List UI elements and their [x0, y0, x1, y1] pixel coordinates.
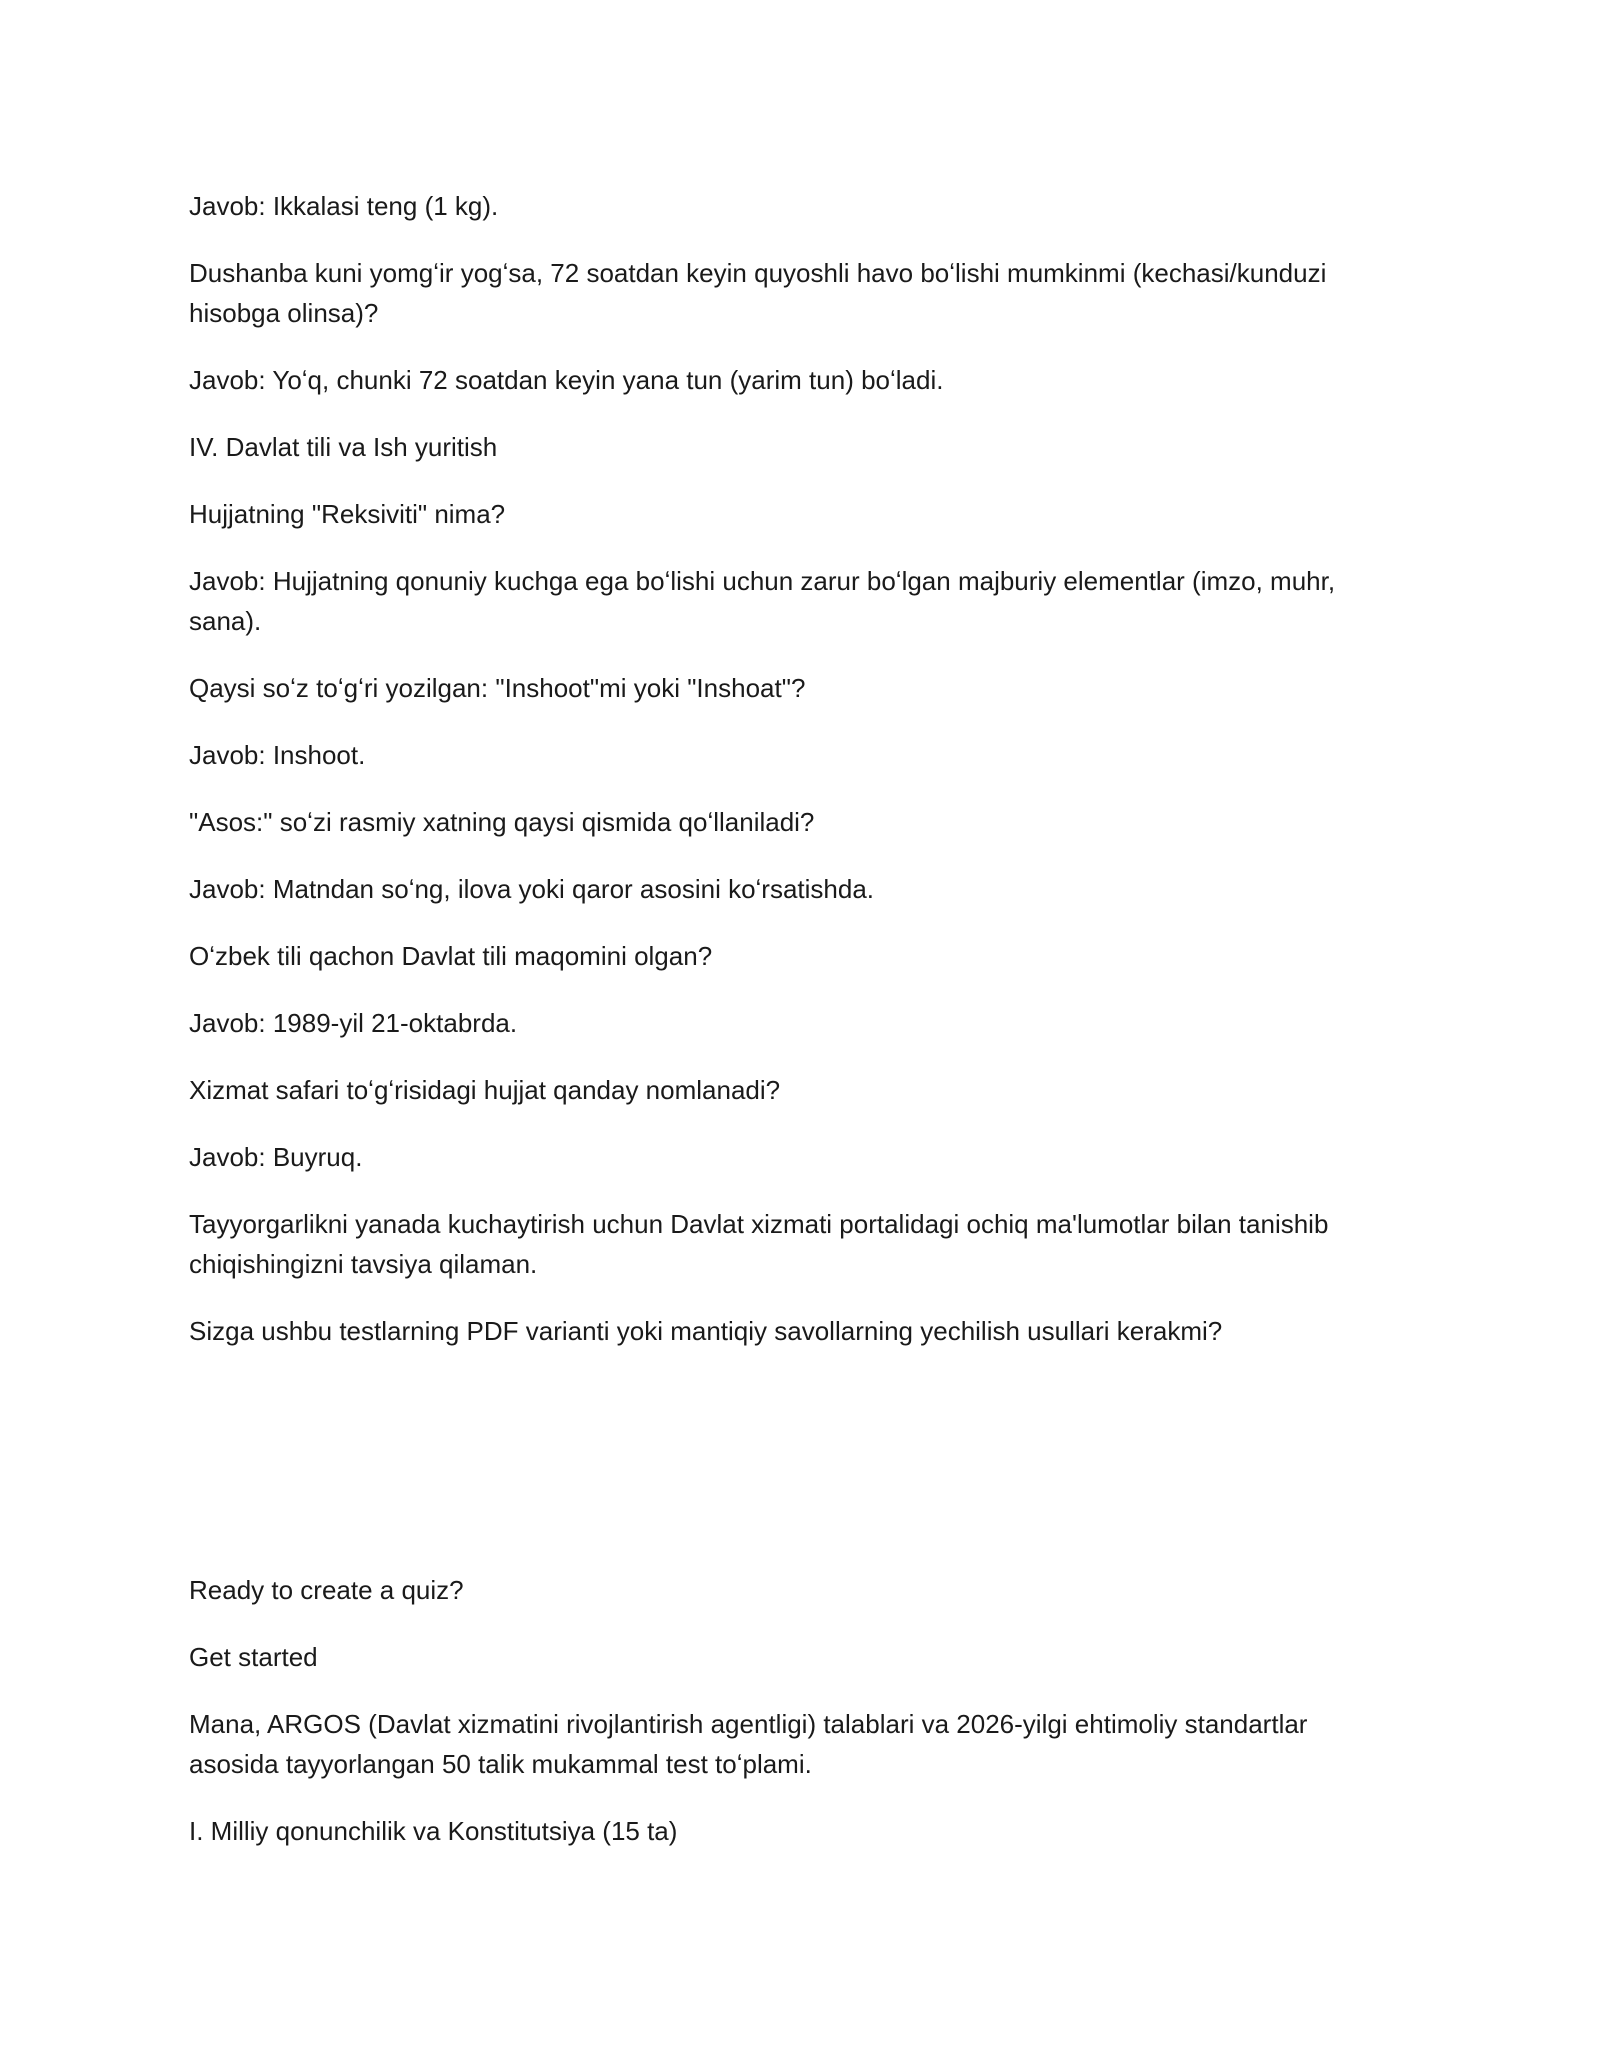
question-paragraph: Qaysi soʻz toʻgʻri yozilgan: "Inshoot"mi yoki "Inshoat"?	[189, 673, 806, 703]
answer-paragraph: Javob: Yoʻq, chunki 72 soatdan keyin yana tun (yarim tun) boʻladi.	[189, 365, 944, 395]
question-paragraph: Dushanba kuni yomgʻir yogʻsa, 72 soatdan keyin quyoshli havo boʻlishi mumkinmi (kechasi/kunduzi hisobga olinsa)?	[189, 258, 1327, 328]
follow-up-question: Sizga ushbu testlarning PDF varianti yoki mantiqiy savollarning yechilish usullari kerakmi?	[189, 1316, 1223, 1346]
document-body-bottom	[189, 1570, 1389, 1851]
recommendation-paragraph: Tayyorgarlikni yanada kuchaytirish uchun Davlat xizmati portalidagi ochiq ma'lumotlar bilan tanishib chiqishingizni tavsiya qilaman.	[189, 1209, 1329, 1279]
section-heading: IV. Davlat tili va Ish yuritish	[189, 432, 498, 462]
intro-paragraph: Mana, ARGOS (Davlat xizmatini rivojlantirish agentligi) talablari va 2026-yilgi ehtimoliy standartlar asosida tayyorlangan 50 talik mukammal test toʻplami.	[189, 1709, 1308, 1779]
quiz-prompt-text: Ready to create a quiz?	[189, 1575, 464, 1605]
question-paragraph: Hujjatning "Reksiviti" nima?	[189, 499, 506, 529]
question-paragraph: Oʻzbek tili qachon Davlat tili maqomini olgan?	[189, 941, 713, 971]
question-paragraph: Xizmat safari toʻgʻrisidagi hujjat qanday nomlanadi?	[189, 1075, 781, 1105]
question-paragraph: "Asos:" soʻzi rasmiy xatning qaysi qismida qoʻllaniladi?	[189, 807, 815, 837]
section-heading: I. Milliy qonunchilik va Konstitutsiya (15 ta)	[189, 1816, 678, 1846]
get-started-text: Get started	[189, 1642, 318, 1672]
answer-paragraph: Javob: Buyruq.	[189, 1142, 363, 1172]
answer-paragraph: Javob: Ikkalasi teng (1 kg).	[189, 191, 499, 221]
answer-paragraph: Javob: Hujjatning qonuniy kuchga ega boʻlishi uchun zarur boʻlgan majburiy elementlar (imzo, muhr, sana).	[189, 566, 1336, 636]
answer-paragraph: Javob: 1989-yil 21-oktabrda.	[189, 1008, 518, 1038]
answer-paragraph: Javob: Matndan soʻng, ilova yoki qaror asosini koʻrsatishda.	[189, 874, 875, 904]
answer-paragraph: Javob: Inshoot.	[189, 740, 366, 770]
document-body-top	[189, 186, 1389, 1351]
